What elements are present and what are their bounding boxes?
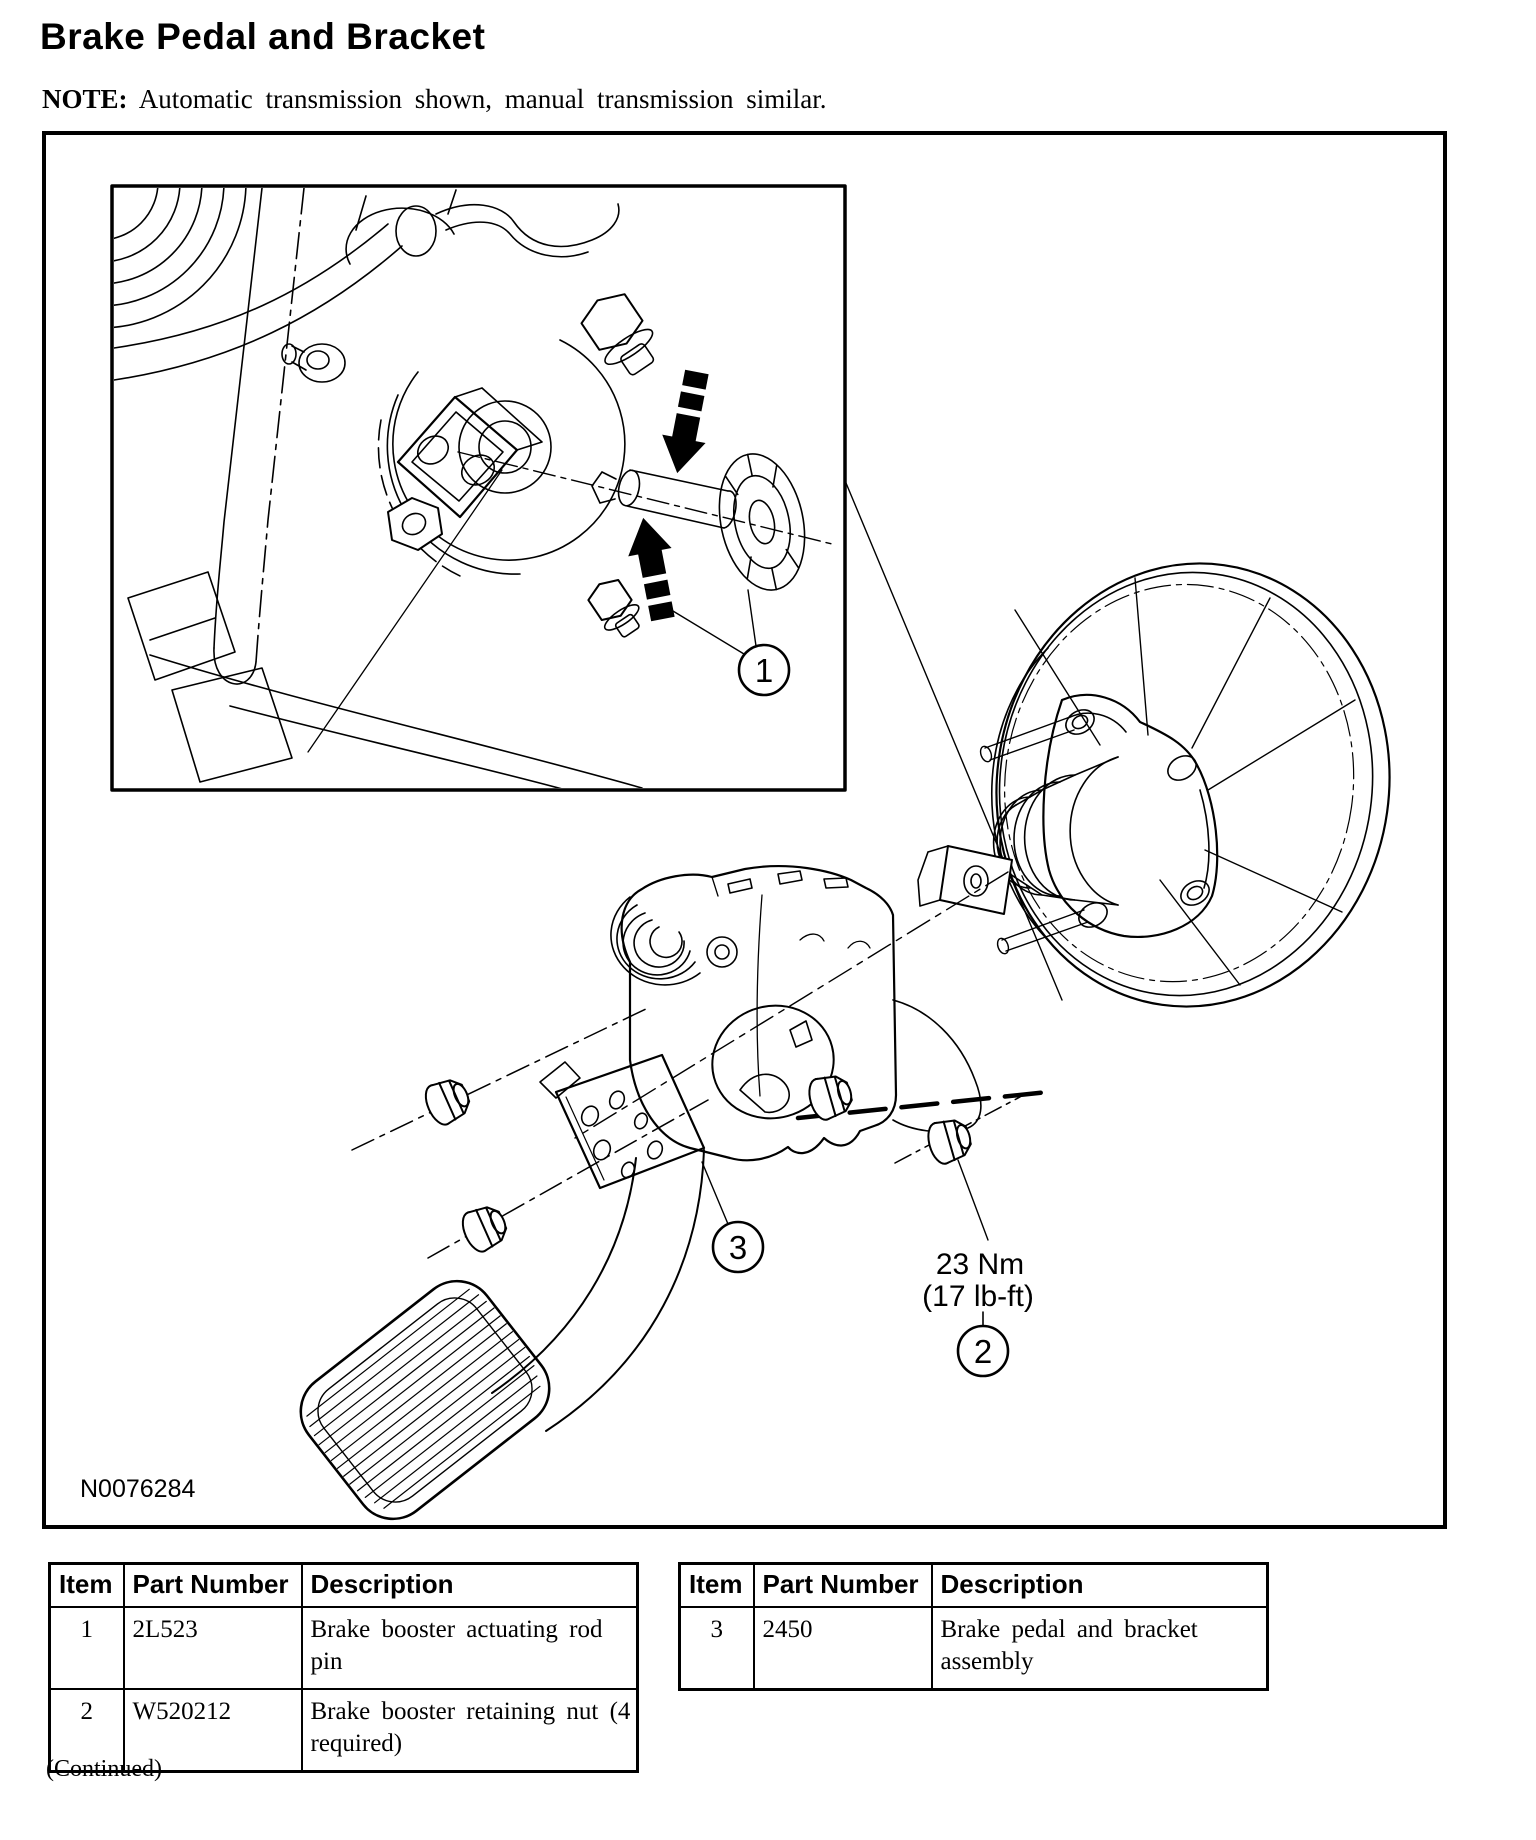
retaining-nuts-drawing: [352, 1007, 1048, 1258]
torque-alt-label: (17 lb-ft): [922, 1280, 1034, 1313]
exploded-view-diagram: [46, 135, 1443, 1525]
inset-line-art: [46, 135, 836, 790]
cell-item: 1: [50, 1607, 124, 1689]
table-header-row: [50, 1564, 638, 1608]
figure-frame: [42, 131, 1447, 1529]
header-description: Description: [932, 1564, 1268, 1608]
cell-description: Brake booster retaining nut (4 required): [302, 1689, 638, 1772]
torque-annotation: [922, 1160, 1034, 1376]
cell-part-number: 2450: [754, 1607, 932, 1690]
pedal-bracket-drawing: [285, 866, 980, 1525]
parts-table-right: [678, 1562, 1269, 1691]
header-item: Item: [680, 1564, 754, 1608]
note-line: [42, 84, 826, 115]
callout-1-marker: [668, 590, 789, 695]
cell-part-number: W520212: [124, 1689, 302, 1772]
pedal-pad-drawing: [285, 1266, 564, 1525]
callout-1-label: 1: [754, 652, 774, 689]
cell-item: 3: [680, 1607, 754, 1690]
cell-description: Brake booster actuating rod pin: [302, 1607, 638, 1689]
header-description: Description: [302, 1564, 638, 1608]
cell-part-number: 2L523: [124, 1607, 302, 1689]
header-part-number: Part Number: [124, 1564, 302, 1608]
torque-value-label: 23 Nm: [935, 1248, 1025, 1281]
inset-detail-box: [46, 135, 845, 790]
table-row: [50, 1607, 638, 1689]
cell-description: Brake pedal and bracket assembly: [932, 1607, 1268, 1690]
note-label: NOTE:: [42, 84, 128, 114]
callout-2-label: 2: [973, 1333, 993, 1370]
cell-item: 2: [50, 1689, 124, 1772]
figure-id-label: N0076284: [80, 1475, 196, 1503]
page-title: Brake Pedal and Bracket: [40, 16, 486, 57]
table-row: [680, 1607, 1268, 1690]
parts-table-left: [48, 1562, 639, 1773]
up-arrow-icon: [622, 514, 685, 624]
callout-3-label: 3: [728, 1229, 748, 1266]
down-arrow-icon: [656, 368, 719, 478]
note-text: Automatic transmission shown, manual transmission similar.: [138, 84, 827, 114]
callout-3-marker: [702, 1162, 763, 1272]
inset-leader-line: [846, 483, 1062, 1000]
header-part-number: Part Number: [754, 1564, 932, 1608]
header-item: Item: [50, 1564, 124, 1608]
continued-label: (Continued): [46, 1756, 162, 1782]
table-header-row: [680, 1564, 1268, 1608]
